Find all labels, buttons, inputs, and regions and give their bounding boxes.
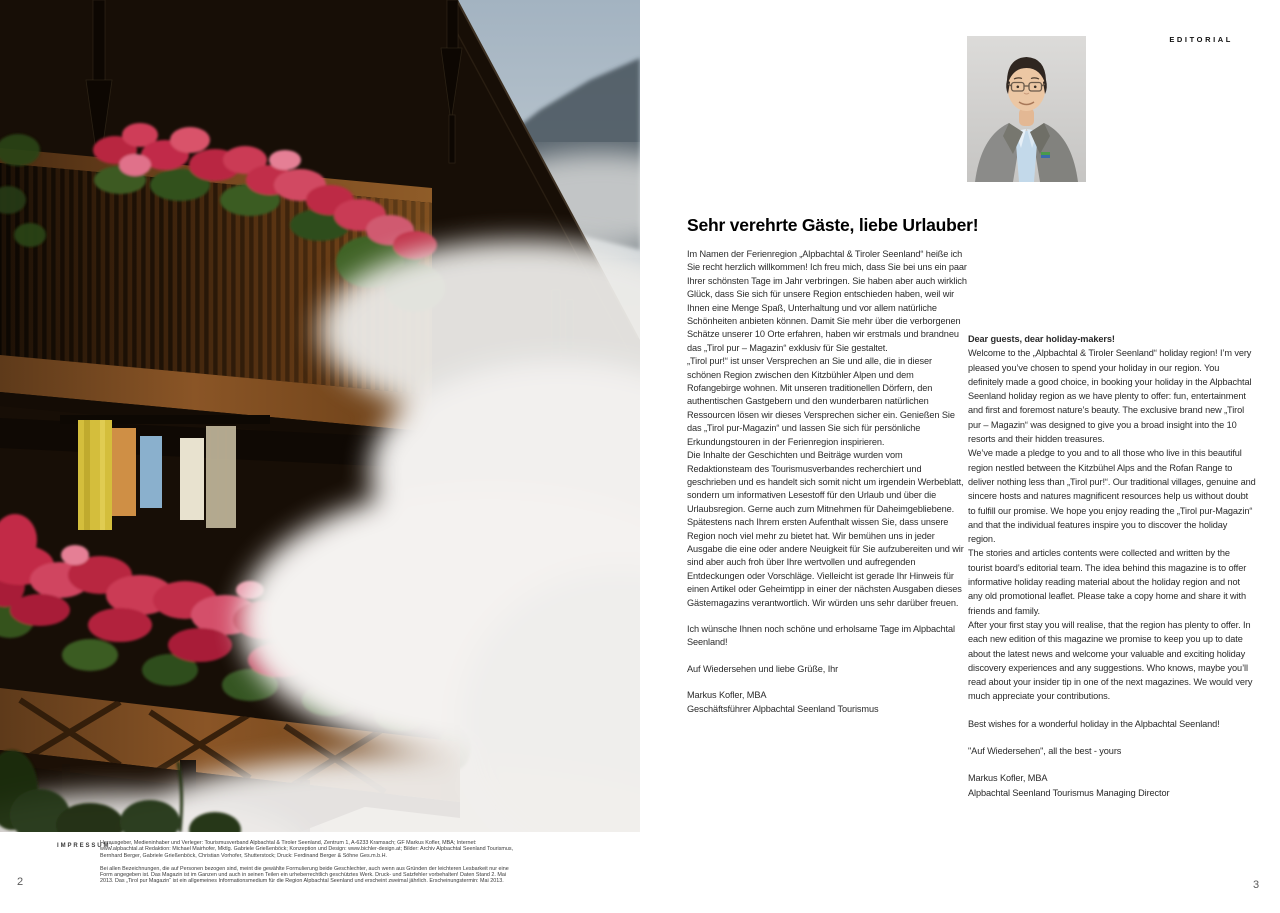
author-portrait-illustration: [967, 36, 1086, 182]
section-label-editorial: EDITORIAL: [1169, 35, 1233, 44]
alpine-house-illustration: [0, 0, 640, 832]
german-paragraph: Spätestens nach Ihrem ersten Aufenthalt wissen Sie, dass unsere Region noch viel mehr zu bietet hat. Wir bemühen uns in jeder Ausgabe die eine oder andere Neuigkeit für Sie aufzubereiten und wir sind aber auch froh über Ihre wertvollen und aufregenden Entdeckungen oder Vorschläge. Vielleicht ist gerade Ihr Hinweis für einen Artikel oder Geheimtipp in einer der nächsten Ausgaben dieses Gästemagazins verantwortlich. Wir würden uns sehr darüber freuen.: [687, 517, 964, 608]
author-portrait-photo: [967, 36, 1086, 182]
impressum-paragraph: Herausgeber, Medieninhaber und Verleger: Tourismusverband Alpbachtal & Tiroler Seenland, Zentrum 1, A-6233 Kramsach; GF Markus Kofler, MBA; Internet: www.alpbachtal.at Redaktion: Michael Mairhofer, Mktlg. Gabriele Grießenböck; Konzeption und Design: www.bichler-design.at; Bilder: Archiv Alpbachtal Seenland Tourismus, Bernhard Berger, Gabriele Grießenböck, Christian Vorhofer, Shutterstock; Druck: Ferdinand Berger & Söhne Ges.m.b.H.: [100, 840, 514, 859]
alpine-house-photo: [0, 0, 640, 832]
english-paragraph: The stories and articles contents were collected and written by the tourist board’s editorial team. The idea behind this magazine is to offer informative holiday reading material about the holiday region and not any old promotional leaflet. Please take a copy home and share it with friends and family.: [968, 548, 1247, 616]
impressum-paragraph: Bei allen Bezeichnungen, die auf Personen bezogen sind, meint die gewählte Formulierung beide Geschlechter, auch wenn aus Gründen der leichteren Lesbarkeit nur eine Form angegeben ist. Das Magazin ist im Ganzen und auch in seinen Teilen ein urheberrechtlich geschütztes Werk. Druck- und Satzfehler vorbehalten! Daten Stand 2. Mai 2013. Das „Tirol pur Magazin“ ist ein allgemeines Informationsmedium für die Region Alpbachtal Seenland und erscheint zweimal jährlich. Erscheinungstermin: Mai 2013.: [100, 865, 509, 885]
german-column: [687, 248, 968, 716]
page-title: Sehr verehrte Gäste, liebe Urlauber!: [687, 214, 979, 235]
german-paragraph: „Tirol pur!“ ist unser Versprechen an Sie und alle, die in dieser schönen Region zwischen den Kitzbühler Alpen und dem Rofangebirge wohnen. Mit unseren traditionellen Dörfern, den authentischen Gastgebern und den wunderbaren natürlichen Ressourcen lösen wir dieses Versprechen sicher ein. Genießen Sie das „Tirol pur-Magazin“ und lassen Sie sich für persönliche Erkundungstouren in der Ferienregion inspirieren.: [687, 356, 955, 447]
signature-name: Markus Kofler, MBA: [687, 690, 767, 701]
impressum-text: [100, 840, 521, 885]
signature-title: Alpbachtal Seenland Tourismus Managing Director: [968, 787, 1170, 798]
german-paragraph: Im Namen der Ferienregion „Alpbachtal & Tiroler Seenland“ heiße ich Sie recht herzlich willkommen! Ich freu mich, dass Sie bei uns ein paar Ihrer schönsten Tage im Jahr verbringen. Sie haben aber auch wirklich Glück, dass Sie sich für unsere Region entschieden haben, weil wir Ihnen eine Menge Spaß, Unterhaltung und vor allem natürliche Schönheiten anbieten können. Damit Sie mehr über die verborgenen Schätze unserer 10 Orte erfahren, haben wir erstmals und brandneu das „Tirol pur – Magazin“ exklusiv für Sie gestaltet.: [687, 249, 967, 353]
german-paragraph: Die Inhalte der Geschichten und Beiträge wurden vom Redaktionsteam des Tourismusverbandes recherchiert und geschrieben und es handelt sich somit nicht um irgendein Werbeblatt, sondern um informativen Lesestoff für den Urlaub und über die Urlaubsregion. Gerne auch zum Mitnehmen für Daheimgebliebene.: [687, 450, 964, 514]
page-number-left: 2: [17, 876, 24, 888]
signature-name: Markus Kofler, MBA: [968, 773, 1048, 784]
english-paragraph: Welcome to the „Alpbachtal & Tiroler Seenland“ holiday region! I’m very pleased you’ve chosen to spend your holiday in our region. You definitely made a good choice, in booking your holiday in the Alpbachtal Seenland holiday region as we have plenty to offer: fun, entertainment and first and foremost nature’s beauty. The exclusive brand new „Tirol pur – Magazin“ was designed to give you a broad insight into the 10 resorts and their hidden treasures.: [968, 348, 1252, 445]
english-closing: "Auf Wiedersehen", all the best - yours: [968, 746, 1122, 757]
page-number-right: 3: [1253, 879, 1260, 891]
english-paragraph: After your first stay you will realise, that the region has plenty to offer. In each new edition of this magazine we promise to keep you up to date about the latest news and welcome your valuable and exciting holiday discovery experiences and any suggestions. Who knows, maybe you’ll read about your insider tip in one of the next magazines. We would very much appreciate your contributions.: [968, 619, 1253, 702]
english-lead: Dear guests, dear holiday-makers!: [968, 334, 1115, 344]
english-column: [968, 332, 1256, 800]
german-closing: Ich wünsche Ihnen noch schöne und erholsame Tage im Alpbachtal Seenland!: [687, 623, 955, 648]
english-closing: Best wishes for a wonderful holiday in the Alpbachtal Seenland!: [968, 718, 1220, 729]
impressum-label: IMPRESSUM:: [57, 843, 115, 849]
english-paragraph: We’ve made a pledge to you and to all those who live in this beautiful region nestled between the Kitzbühel Alps and the Rofan Range to deliver nothing less than „Tirol pur!“. Our traditional villages, genuine and sincere hosts and natures magnificent resources help us without doubt to fulfill our promise. We hope you enjoy reading the „Tirol pur-Magazin“ and that the individual features inspire you to discover the holiday region.: [968, 448, 1256, 545]
german-closing: Auf Wiedersehen und liebe Grüße, Ihr: [687, 663, 839, 674]
signature-title: Geschäftsführer Alpbachtal Seenland Tourismus: [687, 703, 879, 714]
